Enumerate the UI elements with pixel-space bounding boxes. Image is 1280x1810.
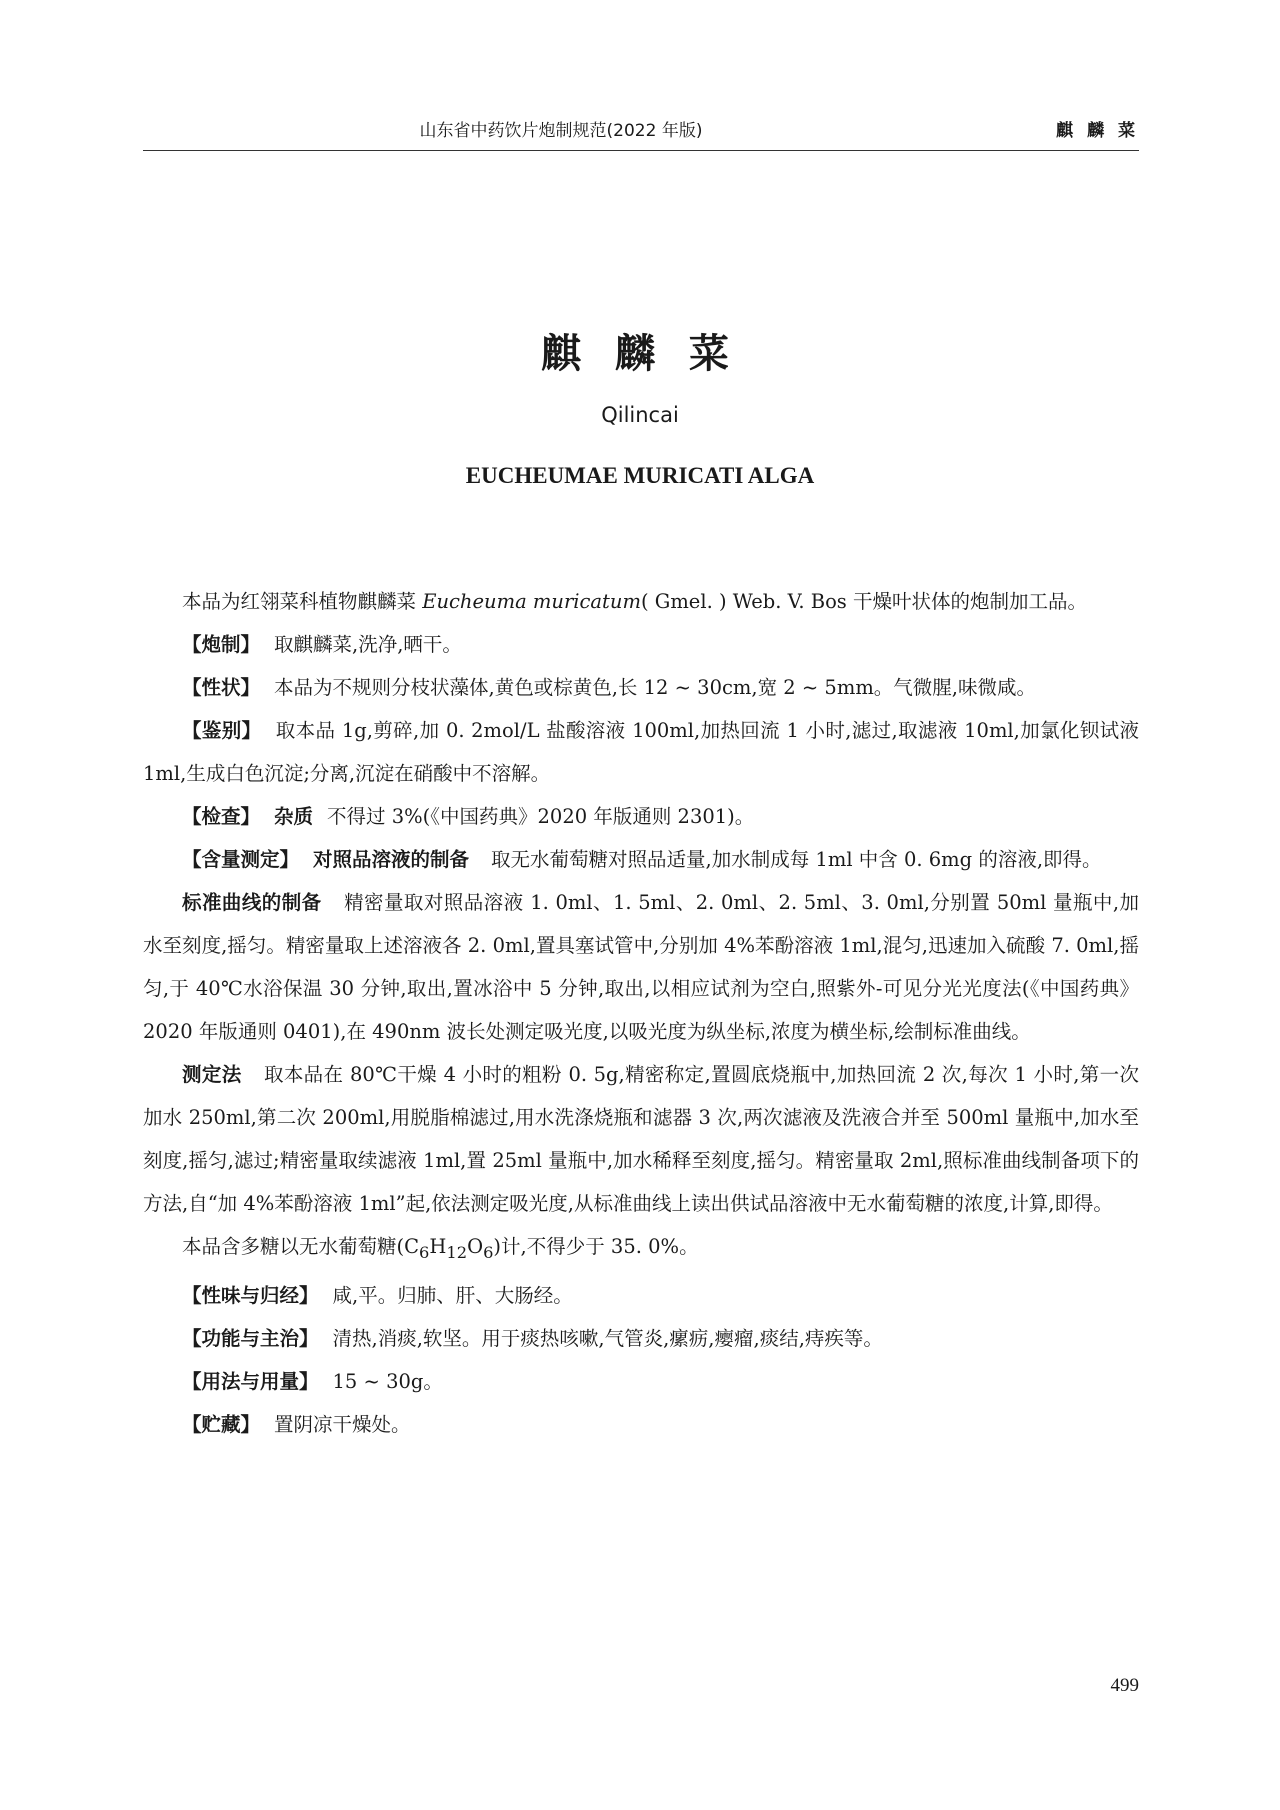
running-header (143, 112, 1139, 144)
section-hanliang: 【含量测定】 对照品溶液的制备 取无水葡萄糖对照品适量,加水制成每 1ml 中含 0. 6mg 的溶液,即得。 (182, 848, 1102, 871)
monograph-body (143, 580, 1139, 1446)
pinyin-name: Qilincai (601, 403, 679, 427)
book-title: 山东省中药饮片炮制规范(2022 年版) (419, 121, 703, 141)
section-label: 【检查】 (182, 805, 261, 828)
section-label: 【鉴别】 (182, 719, 262, 742)
hanliang-curve: 标准曲线的制备 精密量取对照品溶液 1. 0ml、1. 5ml、2. 0ml、2. 5ml、3. 0ml,分别置 50ml 量瓶中,加水至刻度,摇匀。精密量取上述溶液各 2. 0ml,置具塞试管中,分别加 4%苯酚溶液 1ml,混匀,迅速加入硫酸 7. 0ml,摇匀,于 40℃水浴保温 30 分钟,取出,置冰浴中 5 分钟,取出,以相应试剂为空白,照紫外-可见分光光度法(《中国药典》2020 年版通则 0401),在 490nm 波长处测定吸光度,以吸光度为纵坐标,浓度为横坐标,绘制标准曲线。 (143, 891, 1139, 1043)
entry-name-header: 麒 麟 菜 (1056, 121, 1139, 141)
header-rule (143, 150, 1139, 151)
section-paozhi: 【炮制】 取麒麟菜,洗净,晒干。 (182, 633, 462, 656)
page-number: 499 (1110, 1675, 1139, 1696)
sub-label: 标准曲线的制备 (182, 891, 322, 914)
species-name: Eucheuma muricatum (422, 590, 641, 613)
section-jiancha: 【检查】 杂质 不得过 3%(《中国药典》2020 年版通则 2301)。 (182, 805, 755, 828)
monograph-title: 麒 麟 菜 (541, 331, 739, 377)
section-jianbie: 【鉴别】 取本品 1g,剪碎,加 0. 2mol/L 盐酸溶液 100ml,加热回流 1 小时,滤过,取滤液 10ml,加氯化钡试液 1ml,生成白色沉淀;分离,沉淀在硝酸中不溶解。 (143, 719, 1139, 785)
section-label: 【贮藏】 (182, 1412, 261, 1436)
section-label: 【炮制】 (182, 633, 261, 656)
section-xingwei: 【性味与归经】 咸,平。归肺、肝、大肠经。 (182, 1283, 573, 1307)
section-label: 【功能与主治】 (182, 1326, 319, 1350)
chemical-formula: $C_6H_{12}O_6$ (404, 1235, 494, 1262)
hanliang-limit: 本品含多糖以无水葡萄糖$(C_6H_{12}O_6)$计,不得少于 35. 0%。 (182, 1235, 699, 1262)
hanliang-method: 测定法 取本品在 80℃干燥 4 小时的粗粉 0. 5g,精密称定,置圆底烧瓶中,加热回流 2 次,每次 1 小时,第一次加水 250ml,第二次 200ml,用脱脂棉滤过,用水洗涤烧瓶和滤器 3 次,两次滤液及洗液合并至 500ml 量瓶中,加水至刻度,摇匀,滤过;精密量取续滤液 1ml,置 25ml 量瓶中,加水稀释至刻度,摇匀。精密量取 2ml,照标准曲线制备项下的方法,自“加 4%苯酚溶液 1ml”起,依法测定吸光度,从标准曲线上读出供试品溶液中无水葡萄糖的浓度,计算,即得。 (143, 1063, 1139, 1215)
latin-name: EUCHEUMAE MURICATI ALGA (465, 463, 815, 488)
section-gongneng: 【功能与主治】 清热,消痰,软坚。用于痰热咳嗽,气管炎,瘰疬,瘿瘤,痰结,痔疾等。 (182, 1326, 883, 1350)
intro-paragraph: 本品为红翎菜科植物麒麟菜 Eucheuma muricatum( Gmel. ) Web. V. Bos 干燥叶状体的炮制加工品。 (182, 590, 1088, 613)
section-xingzhuang: 【性状】 本品为不规则分枝状藻体,黄色或棕黄色,长 12 ~ 30cm,宽 2 ~ 5mm。气微腥,味微咸。 (182, 676, 1037, 699)
section-label: 【性状】 (182, 676, 261, 699)
section-zhucang: 【贮藏】 置阴凉干燥处。 (182, 1412, 411, 1436)
section-yongfa: 【用法与用量】 15 ~ 30g。 (182, 1369, 443, 1393)
sub-label: 对照品溶液的制备 (313, 848, 470, 871)
sub-label: 杂质 (274, 805, 314, 828)
section-label: 【用法与用量】 (182, 1369, 319, 1393)
section-label: 【含量测定】 (182, 848, 300, 871)
section-label: 【性味与归经】 (182, 1283, 319, 1307)
sub-label: 测定法 (182, 1063, 242, 1086)
